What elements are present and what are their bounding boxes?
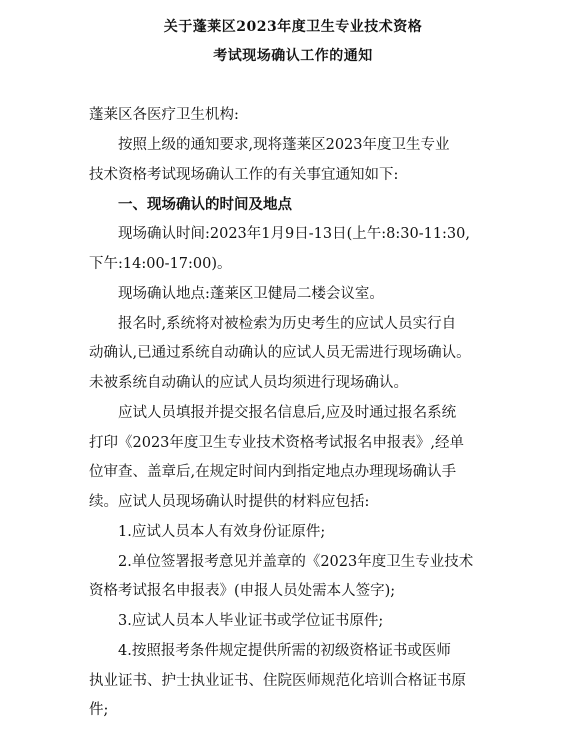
list-item: 1.应试人员本人有效身份证原件; [118, 524, 326, 540]
paragraph-line: 现场确认地点:蓬莱区卫健局二楼会议室。 [118, 286, 384, 302]
salutation: 蓬莱区各医疗卫生机构: [89, 107, 239, 123]
list-item: 2.单位签署报考意见并盖章的《2023年度卫生专业技术 [118, 554, 474, 570]
title-line-2: 考试现场确认工作的通知 [213, 48, 373, 64]
paragraph-line: 执业证书、护士执业证书、住院医师规范化培训合格证书原 [89, 673, 466, 689]
title-line-1: 关于蓬莱区2023年度卫生专业技术资格 [163, 19, 423, 35]
list-item: 3.应试人员本人毕业证书或学位证书原件; [118, 613, 384, 629]
paragraph-line: 续。应试人员现场确认时提供的材料应包括: [89, 494, 370, 510]
paragraph-line: 打印《2023年度卫生专业技术资格考试报名申报表》,经单 [89, 435, 465, 451]
paragraph-line: 位审查、盖章后,在规定时间内到指定地点办理现场确认手 [89, 464, 457, 480]
list-item: 4.按照报考条件规定提供所需的初级资格证书或医师 [118, 643, 451, 659]
paragraph-line: 下午:14:00-17:00)。 [89, 256, 232, 272]
paragraph-line: 现场确认时间:2023年1月9日-13日(上午:8:30-11:30, [118, 226, 470, 242]
section-heading: 一、现场确认的时间及地点 [118, 196, 292, 213]
paragraph-line: 应试人员填报并提交报名信息后,应及时通过报名系统 [118, 405, 457, 421]
paragraph-line: 动确认,已通过系统自动确认的应试人员无需进行现场确认。 [89, 345, 471, 361]
paragraph-line: 报名时,系统将对被检索为历史考生的应试人员实行自 [118, 316, 457, 332]
paragraph-line: 按照上级的通知要求,现将蓬莱区2023年度卫生专业 [118, 137, 450, 153]
paragraph-line: 技术资格考试现场确认工作的有关事宜通知如下: [89, 167, 399, 183]
paragraph-line: 资格考试报名申报表》(申报人员处需本人签字); [89, 583, 396, 599]
paragraph-line: 件; [89, 702, 109, 718]
paragraph-line: 未被系统自动确认的应试人员均须进行现场确认。 [89, 375, 408, 391]
